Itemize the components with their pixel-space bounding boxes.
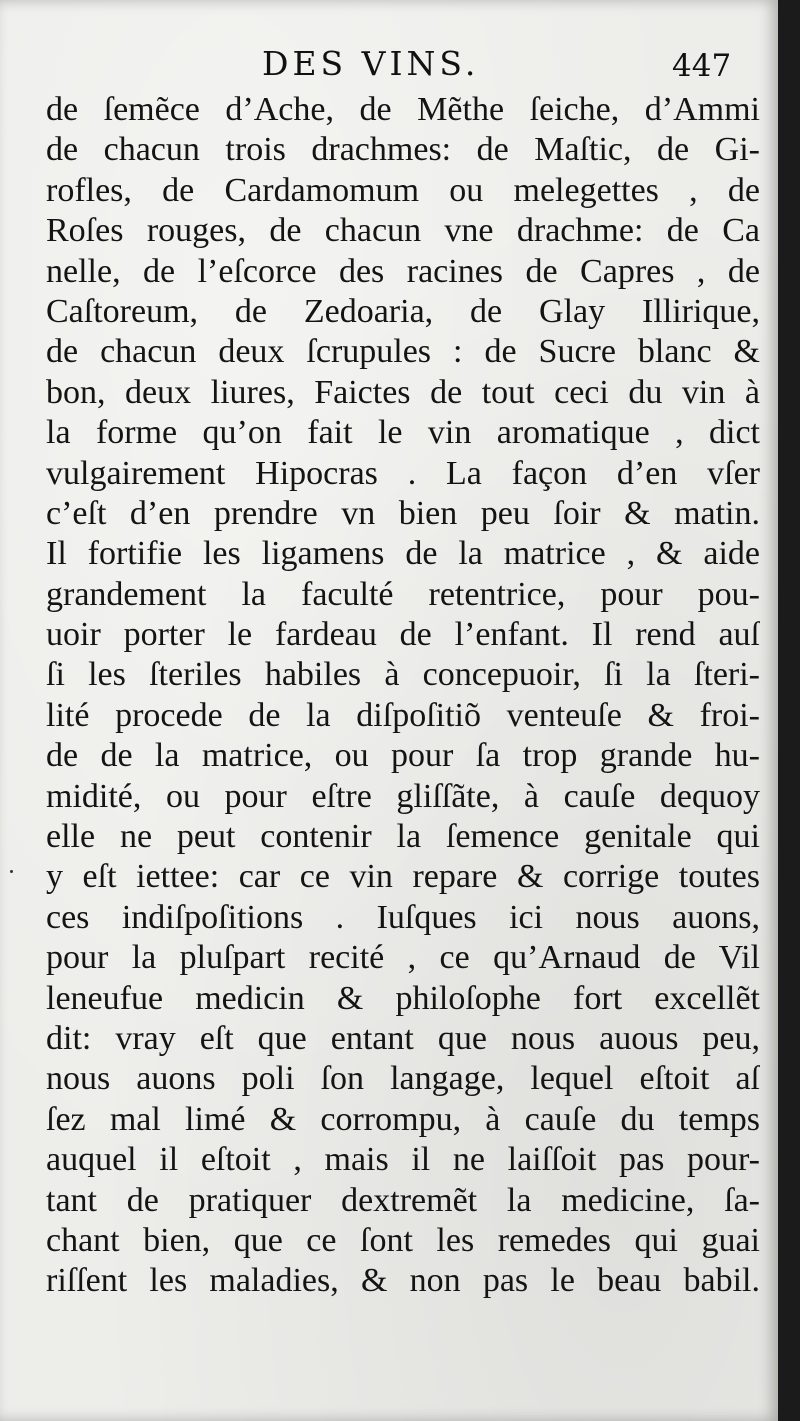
text-line: uoir porter le fardeau de l’enfant. Il rend auſ	[46, 616, 760, 654]
text-line: pour la pluſpart recité , ce qu’Arnaud de Vil	[46, 939, 760, 977]
text-line: leneufue medicin & philoſophe fort excellẽt	[46, 979, 760, 1017]
text-line: riſſent les maladies, & non pas le beau babil.	[46, 1262, 760, 1300]
text-line: ſez mal limé & corrompu, à cauſe du temps	[46, 1100, 760, 1138]
page-number: 447	[672, 48, 732, 84]
margin-speck	[10, 870, 13, 873]
text-line: la forme qu’on fait le vin aromatique , dict	[46, 414, 760, 452]
text-line: ces indiſpoſitions . Iuſques ici nous auons,	[46, 898, 760, 936]
text-line: tant de pratiquer dextremẽt la medicine, ſa-	[46, 1181, 760, 1219]
text-line: elle ne peut contenir la ſemence genitale qui	[46, 818, 760, 856]
text-line: rofles, de Cardamomum ou melegettes , de	[46, 171, 760, 209]
text-line: lité procede de la diſpoſitiõ venteuſe & froi-	[46, 696, 760, 734]
text-line: vulgairement Hipocras . La façon d’en vſer	[46, 454, 760, 492]
text-line: nelle, de l’eſcorce des racines de Capres , de	[46, 252, 760, 290]
text-line: de chacun deux ſcrupules : de Sucre blanc &	[46, 333, 760, 371]
text-line: auquel il eſtoit , mais il ne laiſſoit pas pour-	[46, 1141, 760, 1179]
text-line: Caſtoreum, de Zedoaria, de Glay Illirique,	[46, 292, 760, 330]
text-line: nous auons poli ſon langage, lequel eſtoit aſ	[46, 1060, 760, 1098]
text-line: c’eſt d’en prendre vn bien peu ſoir & matin.	[46, 494, 760, 532]
body-text	[46, 90, 760, 1302]
running-head: DES VINS.	[262, 44, 480, 83]
text-line: midité, ou pour eſtre gliſſãte, à cauſe dequoy	[46, 777, 760, 815]
text-line: chant bien, que ce ſont les remedes qui guai	[46, 1221, 760, 1259]
text-line: ſi les ſteriles habiles à concepuoir, ſi la ſteri-	[46, 656, 760, 694]
page-header	[0, 40, 778, 90]
text-line: y eſt iettee: car ce vin repare & corrige toutes	[46, 858, 760, 896]
text-line: bon, deux liures, Faictes de tout ceci du vin à	[46, 373, 760, 411]
text-line: Il fortifie les ligamens de la matrice , & aide	[46, 535, 760, 573]
text-line: de ſemẽce d’Ache, de Mẽthe ſeiche, d’Ammi	[46, 91, 760, 128]
text-line: Roſes rouges, de chacun vne drachme: de Ca	[46, 212, 760, 250]
text-line: de de la matrice, ou pour ſa trop grande hu-	[46, 737, 760, 775]
text-line: grandement la faculté retentrice, pour pou-	[46, 575, 760, 613]
text-line: dit: vray eſt que entant que nous auous peu,	[46, 1019, 760, 1057]
text-line: de chacun trois drachmes: de Maſtic, de Gi-	[46, 131, 760, 169]
